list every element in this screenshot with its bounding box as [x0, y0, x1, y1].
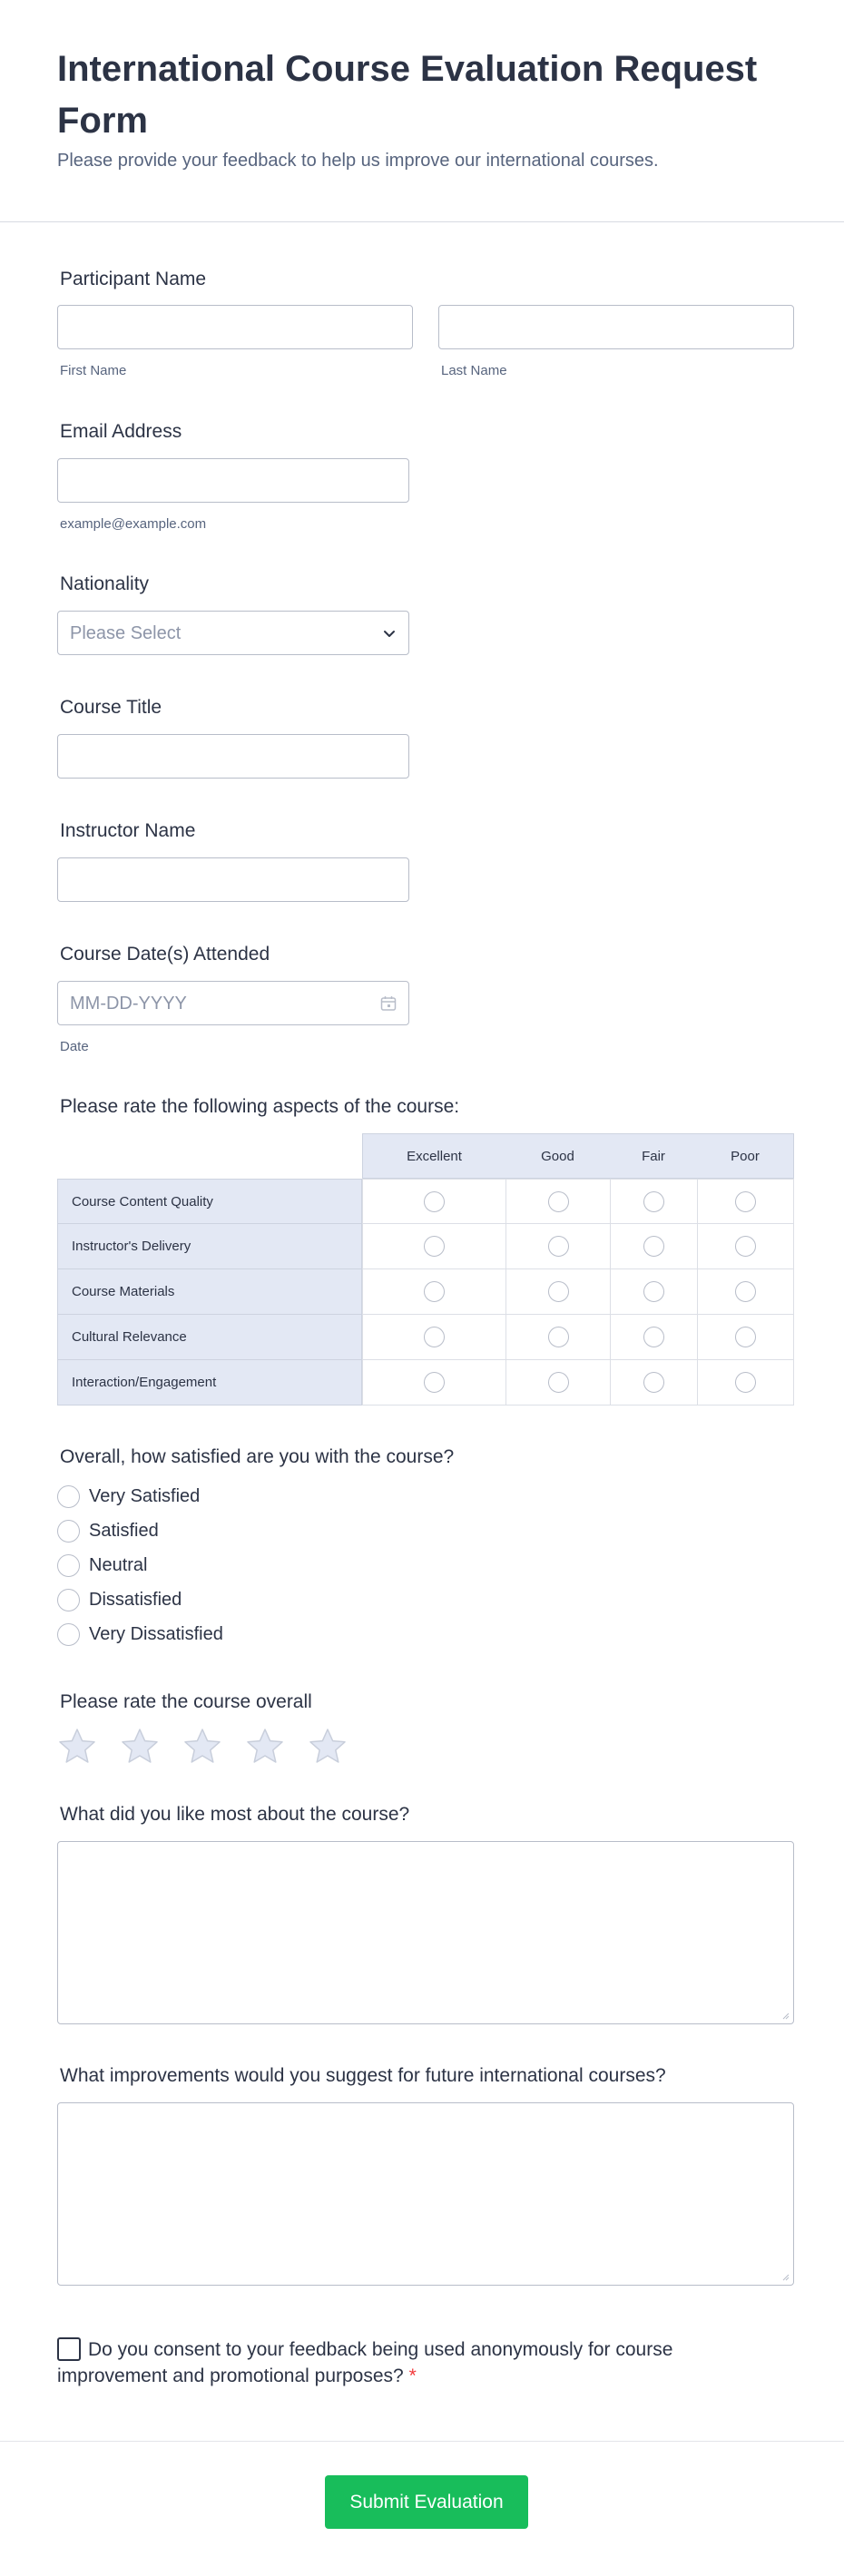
- matrix-cell: [506, 1360, 611, 1406]
- matrix-radio[interactable]: [735, 1191, 756, 1212]
- consent-label: Do you consent to your feedback being used anonymously for course improvement and promotional purposes?: [57, 2339, 673, 2386]
- matrix-radio[interactable]: [735, 1281, 756, 1302]
- matrix-row-label: Interaction/Engagement: [57, 1360, 362, 1406]
- form-subtitle: Please provide your feedback to help us improve our international courses.: [57, 151, 659, 171]
- radio-button[interactable]: [57, 1554, 80, 1577]
- matrix-row-label: Instructor's Delivery: [57, 1224, 362, 1269]
- matrix-cell: [611, 1179, 698, 1224]
- course-title-input[interactable]: [57, 734, 409, 779]
- matrix-cell: [362, 1224, 506, 1269]
- matrix-radio[interactable]: [548, 1327, 569, 1347]
- matrix-radio[interactable]: [643, 1372, 664, 1393]
- matrix-radio[interactable]: [643, 1236, 664, 1257]
- matrix-cell: [362, 1179, 506, 1224]
- matrix-cell: [362, 1315, 506, 1360]
- radio-option-very-dissatisfied[interactable]: [57, 1622, 223, 1646]
- matrix-label: Please rate the following aspects of the course:: [60, 1096, 460, 1117]
- matrix-cell: [611, 1360, 698, 1406]
- improvements-textarea[interactable]: [57, 2102, 794, 2286]
- radio-button[interactable]: [57, 1589, 80, 1611]
- chevron-down-icon: [379, 623, 399, 643]
- matrix-cell: [362, 1269, 506, 1315]
- submit-button[interactable]: Submit Evaluation: [325, 2475, 528, 2529]
- instructor-name-input[interactable]: [57, 857, 409, 902]
- matrix-radio[interactable]: [548, 1191, 569, 1212]
- star-icon[interactable]: [57, 1727, 97, 1767]
- star-rating-label: Please rate the course overall: [60, 1691, 312, 1712]
- matrix-col-fair: Fair: [610, 1133, 698, 1179]
- matrix-cell: [362, 1360, 506, 1406]
- matrix-radio[interactable]: [548, 1372, 569, 1393]
- star-icon[interactable]: [120, 1727, 160, 1767]
- star-rating: [57, 1727, 370, 1767]
- radio-label: Satisfied: [89, 1520, 159, 1541]
- email-input[interactable]: [57, 458, 409, 503]
- course-date-input[interactable]: [57, 981, 409, 1025]
- resize-grip-icon[interactable]: [780, 2011, 790, 2020]
- matrix-radio[interactable]: [424, 1372, 445, 1393]
- course-date-sublabel: Date: [60, 1039, 89, 1054]
- matrix-radio[interactable]: [735, 1372, 756, 1393]
- footer-divider: [0, 2441, 844, 2442]
- email-sublabel: example@example.com: [60, 516, 207, 532]
- matrix-cell: [698, 1360, 794, 1406]
- radio-label: Very Dissatisfied: [89, 1623, 223, 1644]
- matrix-radio[interactable]: [424, 1191, 445, 1212]
- matrix-col-good: Good: [505, 1133, 611, 1179]
- matrix-cell: [698, 1179, 794, 1224]
- course-date-label: Course Date(s) Attended: [60, 944, 270, 965]
- last-name-sublabel: Last Name: [441, 363, 507, 378]
- liked-most-label: What did you like most about the course?: [60, 1804, 410, 1825]
- last-name-input[interactable]: [438, 305, 794, 349]
- matrix-row-label: Course Content Quality: [57, 1179, 362, 1224]
- star-icon[interactable]: [308, 1727, 348, 1767]
- nationality-select-value: Please Select: [70, 623, 182, 643]
- form-header: [0, 0, 844, 222]
- radio-option-very-satisfied[interactable]: [57, 1484, 200, 1508]
- matrix-radio[interactable]: [735, 1327, 756, 1347]
- form-title: International Course Evaluation Request Form: [57, 49, 758, 141]
- improvements-label: What improvements would you suggest for future international courses?: [60, 2065, 666, 2086]
- matrix-radio[interactable]: [548, 1281, 569, 1302]
- matrix-cell: [611, 1224, 698, 1269]
- first-name-sublabel: First Name: [60, 363, 127, 378]
- radio-option-neutral[interactable]: [57, 1553, 147, 1577]
- instructor-name-label: Instructor Name: [60, 820, 196, 841]
- participant-name-label: Participant Name: [60, 269, 207, 289]
- star-icon[interactable]: [245, 1727, 285, 1767]
- resize-grip-icon[interactable]: [780, 2272, 790, 2281]
- radio-option-satisfied[interactable]: [57, 1519, 159, 1543]
- course-title-label: Course Title: [60, 697, 162, 718]
- matrix-radio[interactable]: [424, 1281, 445, 1302]
- radio-button[interactable]: [57, 1623, 80, 1646]
- calendar-icon[interactable]: [379, 994, 397, 1013]
- satisfaction-label: Overall, how satisfied are you with the course?: [60, 1446, 455, 1467]
- radio-label: Neutral: [89, 1554, 148, 1575]
- matrix-cell: [506, 1269, 611, 1315]
- first-name-input[interactable]: [57, 305, 413, 349]
- matrix-radio[interactable]: [424, 1236, 445, 1257]
- consent-field: [57, 2336, 747, 2389]
- matrix-row-label: Cultural Relevance: [57, 1315, 362, 1360]
- course-date-placeholder: MM-DD-YYYY: [70, 994, 187, 1014]
- liked-most-textarea[interactable]: [57, 1841, 794, 2024]
- matrix-cell: [698, 1269, 794, 1315]
- matrix-row-label: Course Materials: [57, 1269, 362, 1315]
- matrix-cell: [698, 1224, 794, 1269]
- matrix-cell: [506, 1179, 611, 1224]
- matrix-col-poor: Poor: [697, 1133, 794, 1179]
- matrix-radio[interactable]: [548, 1236, 569, 1257]
- star-icon[interactable]: [182, 1727, 222, 1767]
- nationality-label: Nationality: [60, 573, 150, 594]
- email-label: Email Address: [60, 421, 182, 442]
- nationality-select[interactable]: [57, 611, 409, 655]
- matrix-cell: [506, 1224, 611, 1269]
- radio-button[interactable]: [57, 1520, 80, 1543]
- radio-label: Very Satisfied: [89, 1485, 201, 1506]
- matrix-radio[interactable]: [643, 1281, 664, 1302]
- matrix-radio[interactable]: [735, 1236, 756, 1257]
- matrix-radio[interactable]: [643, 1327, 664, 1347]
- radio-option-dissatisfied[interactable]: [57, 1588, 182, 1611]
- matrix-cell: [611, 1269, 698, 1315]
- consent-checkbox[interactable]: [57, 2337, 81, 2361]
- required-mark: *: [408, 2365, 417, 2386]
- matrix-cell: [698, 1315, 794, 1360]
- matrix-cell: [611, 1315, 698, 1360]
- matrix-cell: [506, 1315, 611, 1360]
- matrix-col-excellent: Excellent: [362, 1133, 506, 1179]
- radio-button[interactable]: [57, 1485, 80, 1508]
- matrix-radio[interactable]: [424, 1327, 445, 1347]
- radio-label: Dissatisfied: [89, 1589, 182, 1610]
- matrix-radio[interactable]: [643, 1191, 664, 1212]
